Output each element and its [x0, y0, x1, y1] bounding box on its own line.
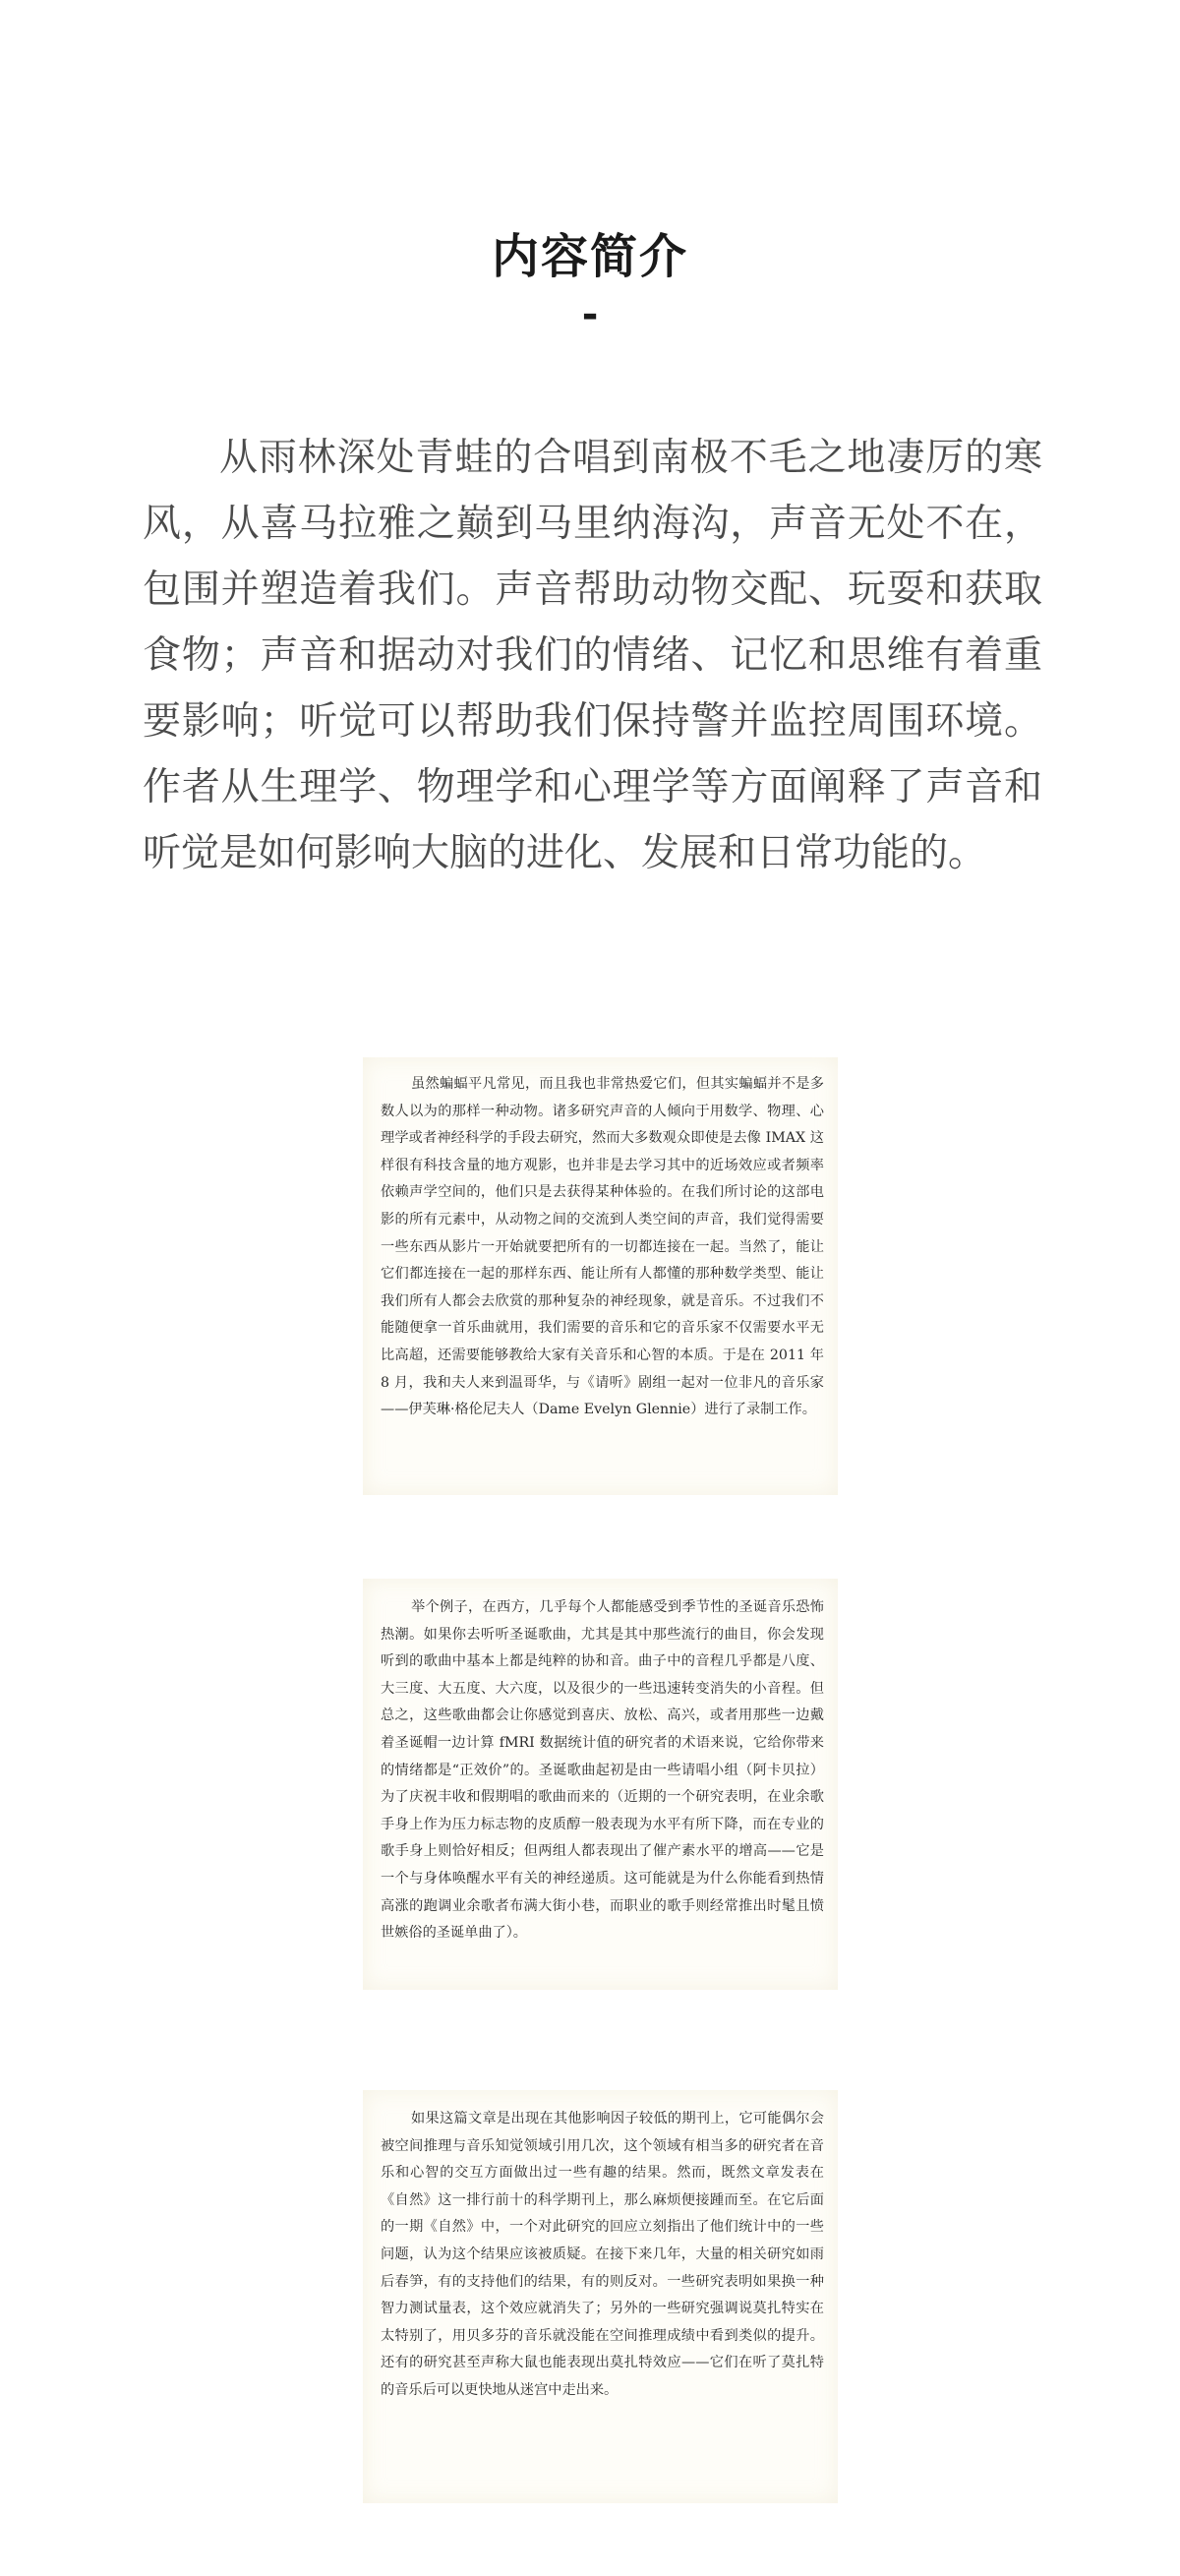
title-divider-dash: - [581, 292, 599, 337]
book-excerpt-1: 虽然蝙蝠平凡常见，而且我也非常热爱它们，但其实蝙蝠并不是多数人以为的那样一种动物。诸多研究声音的人倾向于用数学、物理、心理学或者神经科学的手段去研究，然而大多数观众即使是去像 IMAX 这样很有科技含量的地方观影，也并非是去学习其中的近场效应或者频率依赖声学空间的，他们只是去获得某种体验的。在我们所讨论的这部电影的所有元素中，从动物之间的交流到人类空间的声音，我们觉得需要一些东西从影片一开始就要把所有的一切都连接在一起。当然了，能让它们都连接在一起的那样东西、能让所有人都懂的那种数学类型、能让我们所有人都会去欣赏的那种复杂的神经现象，就是音乐。不过我们不能随便拿一首乐曲就用，我们需要的音乐和它的音乐家不仅需要水平无比高超，还需要能够教给大家有关音乐和心智的本质。于是在 2011 年 8 月，我和夫人来到温哥华，与《请听》剧组一起对一位非凡的音乐家——伊芙琳·格伦尼夫人（Dame Evelyn Glennie）进行了录制工作。 [363, 1057, 838, 1495]
page-title: 内容简介 [491, 229, 688, 284]
book-excerpt-2: 举个例子，在西方，几乎每个人都能感受到季节性的圣诞音乐恐怖热潮。如果你去听听圣诞歌曲，尤其是其中那些流行的曲目，你会发现听到的歌曲中基本上都是纯粹的协和音。曲子中的音程几乎都是八度、大三度、大五度、大六度，以及很少的一些迅速转变消失的小音程。但总之，这些歌曲都会让你感觉到喜庆、放松、高兴，或者用那些一边戴着圣诞帽一边计算 fMRI 数据统计值的研究者的术语来说，它给你带来的情绪都是“正效价”的。圣诞歌曲起初是由一些请唱小组（阿卡贝拉）为了庆祝丰收和假期唱的歌曲而来的（近期的一个研究表明，在业余歌手身上作为压力标志物的皮质醇一般表现为水平有所下降，而在专业的歌手身上则恰好相反；但两组人都表现出了催产素水平的增高——它是一个与身体唤醒水平有关的神经递质。这可能就是为什么你能看到热情高涨的跑调业余歌者布满大街小巷，而职业的歌手则经常推出时髦且愤世嫉俗的圣诞单曲了）。 [363, 1579, 838, 1990]
intro-paragraph: 从雨林深处青蛙的合唱到南极不毛之地凄厉的寒风，从喜马拉雅之巅到马里纳海沟，声音无处不在，包围并塑造着我们。声音帮助动物交配、玩耍和获取食物；声音和据动对我们的情绪、记忆和思维有着重要影响；听觉可以帮助我们保持警并监控周围环境。作者从生理学、物理学和心理学等方面阐释了声音和听觉是如何影响大脑的进化、发展和日常功能的。 [143, 436, 1042, 875]
book-excerpt-3: 如果这篇文章是出现在其他影响因子较低的期刊上，它可能偶尔会被空间推理与音乐知觉领域引用几次，这个领域有相当多的研究者在音乐和心智的交互方面做出过一些有趣的结果。然而，既然文章发表在《自然》这一排行前十的科学期刊上，那么麻烦便接踵而至。在它后面的一期《自然》中，一个对此研究的回应立刻指出了他们统计中的一些问题，认为这个结果应该被质疑。在接下来几年，大量的相关研究如雨后春笋，有的支持他们的结果，有的则反对。一些研究表明如果换一种智力测试量表，这个效应就消失了；另外的一些研究强调说莫扎特实在太特别了，用贝多芬的音乐就没能在空间推理成绩中看到类似的提升。还有的研究甚至声称大鼠也能表现出莫扎特效应——它们在听了莫扎特的音乐后可以更快地从迷宫中走出来。 [363, 2090, 838, 2503]
